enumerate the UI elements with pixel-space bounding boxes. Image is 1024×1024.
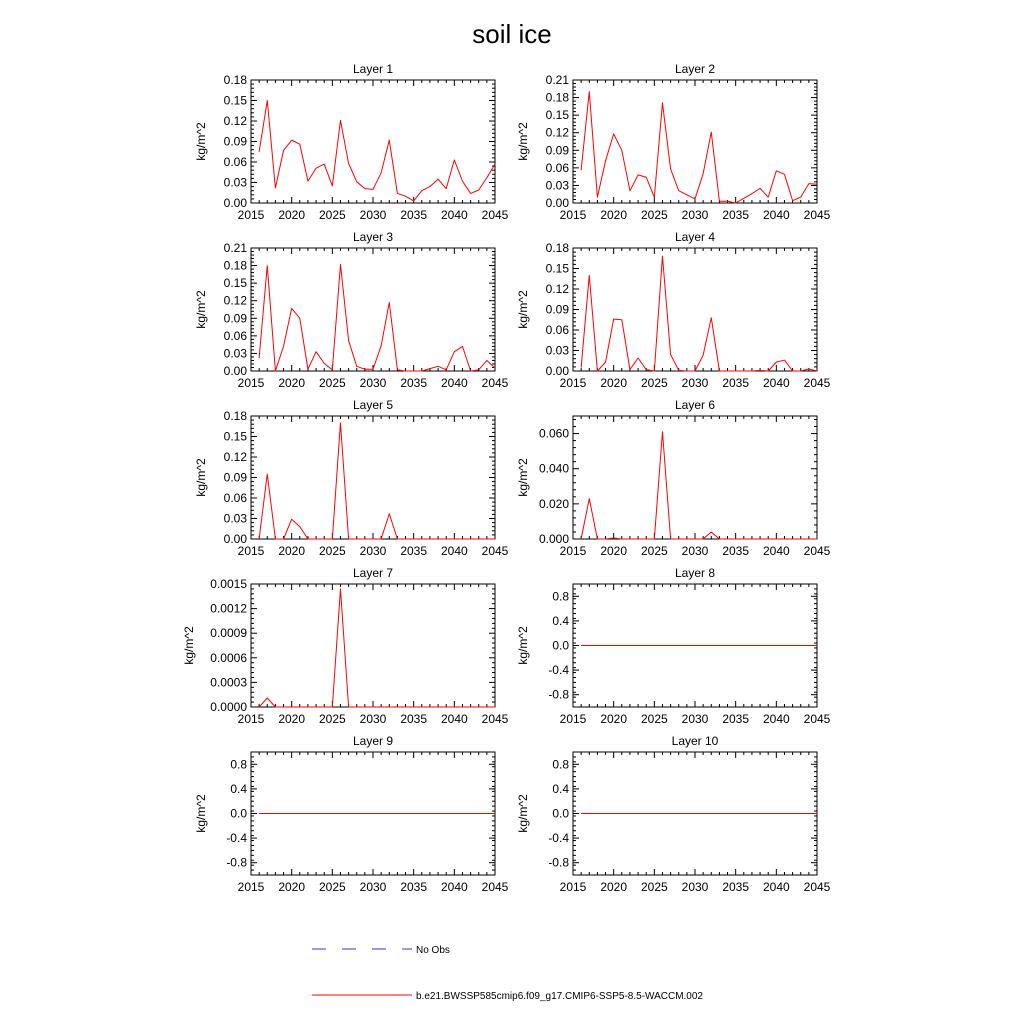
y-tick-label: 0.09 [545, 302, 569, 317]
y-tick-label: 0.06 [545, 323, 569, 337]
main-title: soil ice [472, 19, 552, 49]
y-tick-label: 0.12 [545, 282, 569, 296]
y-tick-label: 0.06 [223, 155, 247, 169]
x-tick-label: 2025 [318, 208, 346, 222]
x-tick-label: 2025 [640, 376, 668, 390]
x-tick-label: 2025 [640, 544, 668, 558]
x-tick-label: 2030 [681, 712, 709, 726]
panel-title: Layer 7 [352, 566, 394, 580]
y-tick-label: 0.15 [545, 261, 569, 276]
x-tick-label: 2045 [803, 376, 831, 390]
x-tick-label: 2025 [318, 880, 346, 894]
x-tick-label: 2040 [762, 712, 790, 726]
plot-frame [251, 80, 495, 203]
panel-title: Layer 2 [674, 62, 716, 76]
x-tick-label: 2025 [318, 544, 346, 558]
x-tick-label: 2020 [600, 208, 628, 222]
panel-7 [182, 566, 509, 726]
y-tick-label: 0.000 [538, 532, 569, 546]
x-tick-label: 2045 [803, 712, 831, 726]
y-tick-label: 0.09 [223, 470, 247, 485]
x-tick-label: 2025 [640, 712, 668, 726]
y-tick-label: 0.0 [552, 806, 569, 821]
x-tick-label: 2040 [762, 544, 790, 558]
panel-2 [516, 62, 831, 222]
x-tick-label: 2045 [481, 544, 509, 558]
panel-10 [516, 734, 831, 894]
x-tick-label: 2040 [440, 712, 468, 726]
x-tick-label: 2020 [278, 712, 306, 726]
y-tick-label: 0.03 [545, 178, 569, 193]
y-tick-label: 0.12 [545, 125, 569, 140]
y-tick-label: 0.0000 [210, 700, 247, 714]
x-tick-label: 2015 [237, 880, 265, 894]
y-tick-label: 0.21 [223, 241, 247, 255]
x-tick-label: 2045 [481, 712, 509, 726]
y-tick-label: 0.12 [223, 450, 247, 464]
y-tick-label: 0.0003 [210, 675, 247, 690]
y-axis-label: kg/m^2 [516, 626, 530, 665]
panel-title: Layer 8 [674, 566, 716, 580]
y-axis-label: kg/m^2 [194, 794, 208, 833]
x-tick-label: 2040 [762, 376, 790, 390]
x-tick-label: 2030 [359, 208, 387, 222]
y-tick-label: 0.4 [552, 781, 569, 796]
y-tick-label: 0.00 [223, 364, 247, 378]
x-tick-label: 2020 [278, 376, 306, 390]
legend-model-label: b.e21.BWSSP585cmip6.f09_g17.CMIP6-SSP5-8.5-WACCM.002 [416, 991, 703, 1002]
y-tick-label: -0.8 [548, 855, 569, 870]
y-tick-label: -0.8 [548, 687, 569, 702]
panel-title: Layer 1 [352, 62, 394, 76]
y-tick-label: 0.040 [538, 461, 569, 476]
y-tick-label: 0.09 [223, 134, 247, 149]
y-tick-label: 0.18 [545, 90, 569, 105]
y-tick-label: 0.4 [552, 613, 569, 628]
panel-title: Layer 6 [674, 398, 716, 412]
x-tick-label: 2035 [722, 544, 750, 558]
y-tick-label: 0.0009 [210, 626, 247, 641]
series-line [581, 92, 817, 203]
y-tick-label: 0.03 [223, 346, 247, 361]
legend-obs-label: No Obs [416, 945, 450, 956]
x-tick-label: 2040 [440, 208, 468, 222]
panel-4 [516, 230, 831, 390]
plot-frame [573, 80, 817, 203]
x-tick-label: 2015 [237, 208, 265, 222]
x-tick-label: 2035 [400, 544, 428, 558]
x-tick-label: 2020 [278, 544, 306, 558]
y-tick-label: 0.8 [552, 757, 569, 772]
series-line [259, 264, 495, 371]
y-tick-label: 0.0 [552, 638, 569, 653]
y-tick-label: -0.8 [226, 855, 247, 870]
y-tick-label: 0.4 [230, 781, 247, 796]
y-tick-label: -0.4 [548, 831, 569, 846]
x-tick-label: 2020 [278, 880, 306, 894]
x-tick-label: 2025 [640, 880, 668, 894]
y-axis-label: kg/m^2 [516, 290, 530, 329]
y-axis-label: kg/m^2 [194, 458, 208, 497]
x-tick-label: 2015 [559, 376, 587, 390]
x-tick-label: 2015 [559, 208, 587, 222]
legend [312, 945, 703, 1002]
x-tick-label: 2045 [803, 208, 831, 222]
x-tick-label: 2025 [318, 376, 346, 390]
series-line [581, 432, 817, 539]
x-tick-label: 2020 [600, 880, 628, 894]
plot-frame [573, 248, 817, 371]
y-tick-label: 0.03 [545, 343, 569, 358]
y-tick-label: 0.18 [223, 73, 247, 87]
y-tick-label: 0.03 [223, 175, 247, 190]
x-tick-label: 2020 [600, 544, 628, 558]
panels [182, 62, 831, 894]
x-tick-label: 2030 [681, 376, 709, 390]
x-tick-label: 2015 [559, 712, 587, 726]
panel-6 [516, 398, 831, 558]
plot-frame [251, 416, 495, 539]
panel-title: Layer 5 [352, 398, 394, 412]
series-line [581, 256, 817, 371]
x-tick-label: 2040 [440, 880, 468, 894]
y-tick-label: 0.12 [223, 293, 247, 308]
x-tick-label: 2035 [400, 208, 428, 222]
y-tick-label: 0.020 [538, 496, 569, 511]
x-tick-label: 2030 [681, 544, 709, 558]
panel-9 [194, 734, 509, 894]
x-tick-label: 2030 [359, 880, 387, 894]
y-tick-label: 0.09 [223, 311, 247, 326]
x-tick-label: 2040 [762, 880, 790, 894]
x-tick-label: 2030 [359, 376, 387, 390]
y-tick-label: 0.15 [223, 429, 247, 444]
y-tick-label: 0.12 [223, 114, 247, 128]
x-tick-label: 2015 [237, 376, 265, 390]
x-tick-label: 2020 [278, 208, 306, 222]
y-tick-label: 0.8 [230, 757, 247, 772]
x-tick-label: 2015 [559, 880, 587, 894]
y-tick-label: 0.00 [545, 196, 569, 210]
y-tick-label: 0.18 [545, 241, 569, 255]
y-tick-label: 0.15 [545, 108, 569, 123]
y-tick-label: -0.4 [226, 831, 247, 846]
y-axis-label: kg/m^2 [194, 122, 208, 161]
x-tick-label: 2035 [722, 712, 750, 726]
x-tick-label: 2015 [237, 712, 265, 726]
panel-5 [194, 398, 509, 558]
plot-frame [573, 416, 817, 539]
y-tick-label: 0.060 [538, 426, 569, 441]
x-tick-label: 2030 [359, 544, 387, 558]
panel-8 [516, 566, 831, 726]
series-line [259, 589, 495, 707]
y-tick-label: 0.0006 [210, 650, 247, 665]
y-tick-label: -0.4 [548, 663, 569, 678]
panel-title: Layer 9 [352, 734, 394, 748]
series-line [259, 101, 495, 201]
x-tick-label: 2040 [762, 208, 790, 222]
x-tick-label: 2030 [681, 208, 709, 222]
y-axis-label: kg/m^2 [516, 122, 530, 161]
x-tick-label: 2040 [440, 544, 468, 558]
x-tick-label: 2045 [481, 880, 509, 894]
y-axis-label: kg/m^2 [194, 290, 208, 329]
y-tick-label: 0.00 [223, 532, 247, 546]
x-tick-label: 2045 [803, 880, 831, 894]
x-tick-label: 2045 [803, 544, 831, 558]
y-tick-label: 0.0012 [210, 601, 247, 616]
y-tick-label: 0.15 [223, 276, 247, 291]
x-tick-label: 2020 [600, 376, 628, 390]
x-tick-label: 2015 [237, 544, 265, 558]
x-tick-label: 2035 [722, 880, 750, 894]
plot-frame [251, 248, 495, 371]
y-axis-label: kg/m^2 [516, 458, 530, 497]
y-tick-label: 0.03 [223, 511, 247, 526]
x-tick-label: 2020 [600, 712, 628, 726]
x-tick-label: 2035 [400, 880, 428, 894]
x-tick-label: 2025 [318, 712, 346, 726]
y-tick-label: 0.09 [545, 143, 569, 158]
y-tick-label: 0.06 [223, 491, 247, 505]
x-tick-label: 2045 [481, 208, 509, 222]
y-tick-label: 0.00 [545, 364, 569, 378]
panel-title: Layer 10 [671, 734, 719, 748]
x-tick-label: 2030 [359, 712, 387, 726]
x-tick-label: 2035 [722, 376, 750, 390]
x-tick-label: 2035 [722, 208, 750, 222]
panel-3 [194, 230, 509, 390]
y-tick-label: 0.00 [223, 196, 247, 210]
y-tick-label: 0.06 [223, 328, 247, 343]
y-axis-label: kg/m^2 [182, 626, 196, 665]
y-axis-label: kg/m^2 [516, 794, 530, 833]
plot-frame [251, 584, 495, 707]
panel-title: Layer 4 [674, 230, 716, 244]
panel-title: Layer 3 [352, 230, 394, 244]
x-tick-label: 2040 [440, 376, 468, 390]
y-tick-label: 0.06 [545, 160, 569, 175]
y-tick-label: 0.18 [223, 409, 247, 423]
x-tick-label: 2035 [400, 376, 428, 390]
panel-1 [194, 62, 509, 222]
y-tick-label: 0.0 [230, 806, 247, 821]
y-tick-label: 0.21 [545, 73, 569, 87]
x-tick-label: 2045 [481, 376, 509, 390]
y-tick-label: 0.18 [223, 258, 247, 273]
x-tick-label: 2015 [559, 544, 587, 558]
series-line [259, 423, 495, 539]
y-tick-label: 0.8 [552, 589, 569, 604]
y-tick-label: 0.0015 [210, 577, 247, 591]
x-tick-label: 2025 [640, 208, 668, 222]
x-tick-label: 2030 [681, 880, 709, 894]
y-tick-label: 0.15 [223, 93, 247, 108]
x-tick-label: 2035 [400, 712, 428, 726]
